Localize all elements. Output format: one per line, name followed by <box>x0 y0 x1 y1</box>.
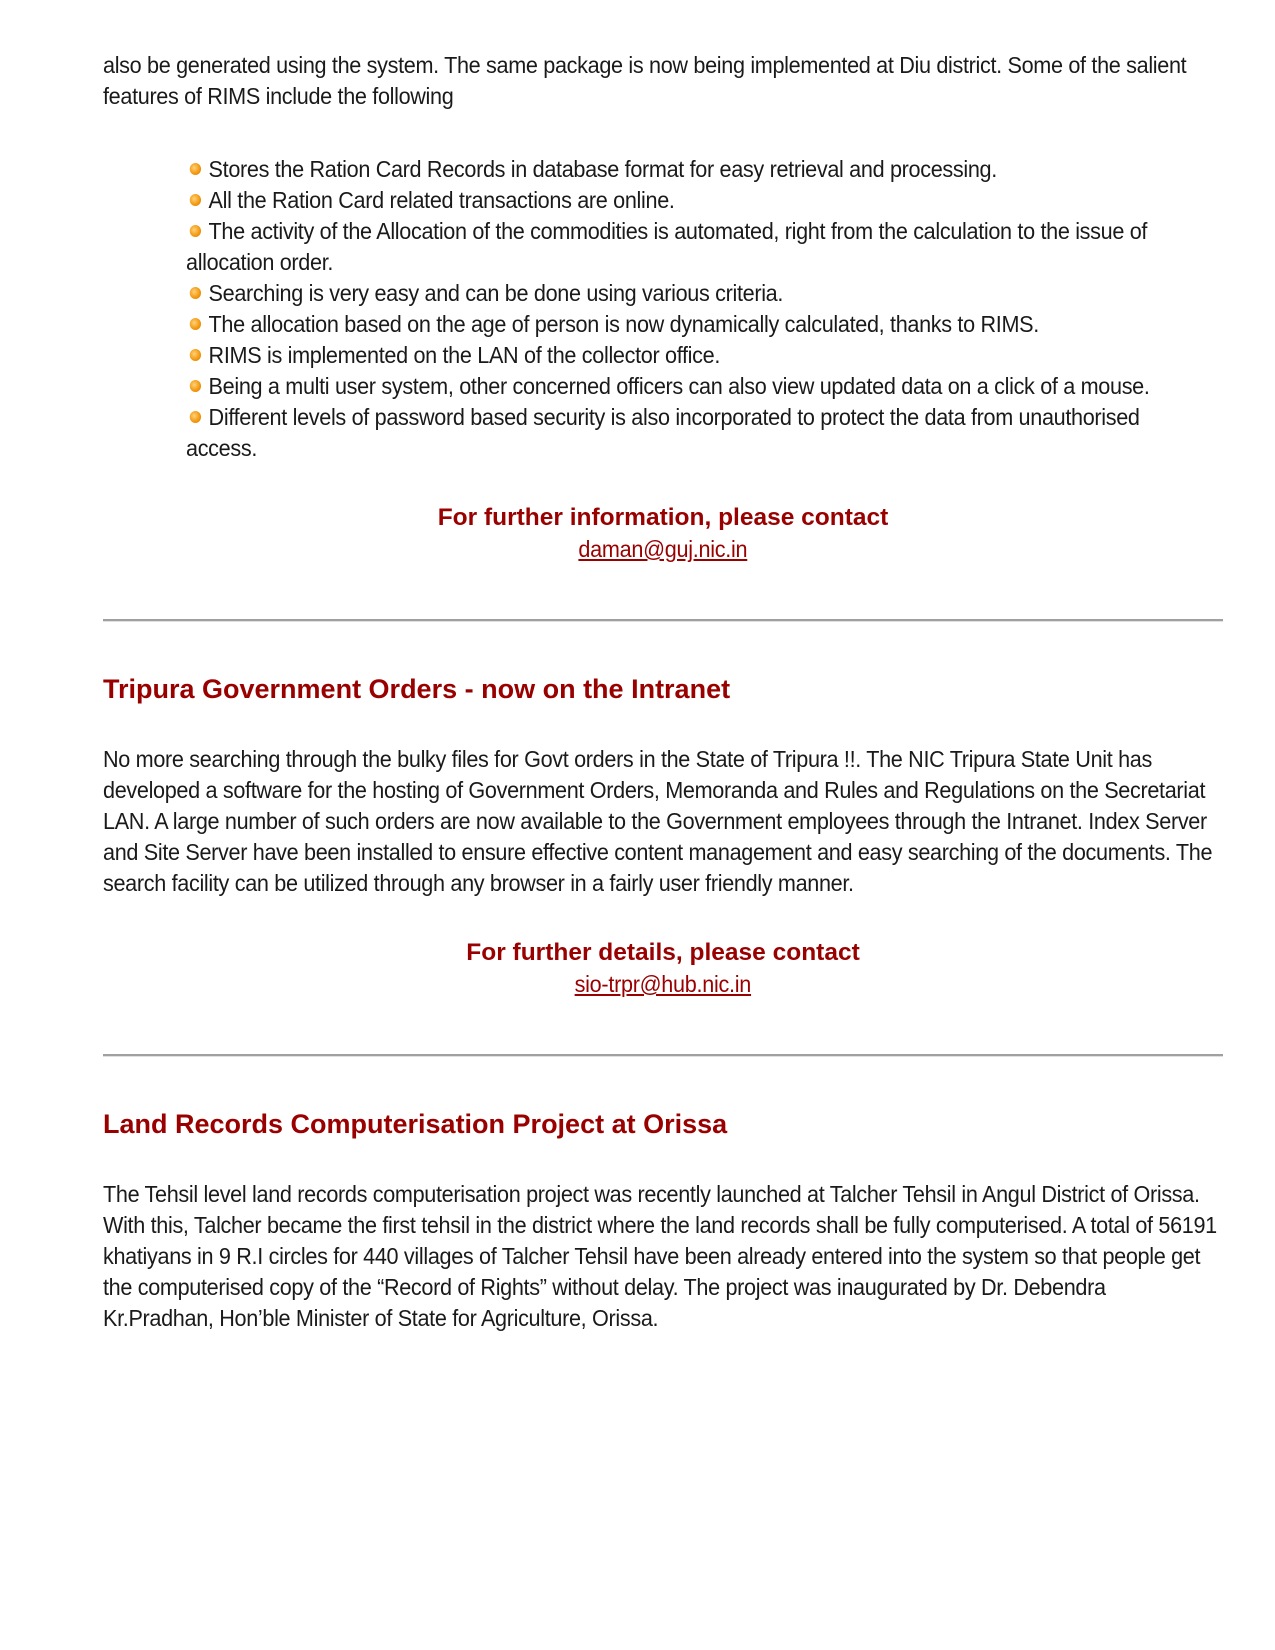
contact-block-tripura <box>103 937 1223 999</box>
list-item: All the Ration Card related transactions are online. <box>186 185 1164 216</box>
intro-paragraph: also be generated using the system. The same package is now being implemented at Diu district. Some of the salient features of RIMS include the following <box>103 52 1187 109</box>
section-heading-tripura: Tripura Government Orders - now on the Intranet <box>103 674 731 704</box>
orange-dot-icon <box>190 163 201 175</box>
orissa-paragraph: The Tehsil level land records computerisation project was recently launched at Talcher Tehsil in Angul District of Orissa. With this, Talcher became the first tehsil in the district where the land records shall be fully computerised. A total of 56191 khatiyans in 9 R.I circles for 440 villages of Talcher Tehsil have been already entered into the system so that people get the computerised copy of the “Record of Rights” without delay. The project was inaugurated by Dr. Debendra Kr.Pradhan, Hon’ble Minister of State for Agriculture, Orissa. <box>103 1181 1217 1331</box>
list-item: Being a multi user system, other concerned officers can also view updated data on a click of a mouse. <box>186 371 1164 402</box>
list-item: The allocation based on the age of person is now dynamically calculated, thanks to RIMS. <box>186 309 1164 340</box>
orange-dot-icon <box>190 380 201 392</box>
document-page <box>103 50 1223 1334</box>
list-item: Different levels of password based security is also incorporated to protect the data from unauthorised access. <box>186 404 1140 461</box>
orange-dot-icon <box>190 287 201 299</box>
contact-email-link[interactable]: sio-trpr@hub.nic.in <box>574 971 752 997</box>
list-item: RIMS is implemented on the LAN of the collector office. <box>186 340 1164 371</box>
contact-block-daman <box>103 502 1223 564</box>
contact-email-link[interactable]: daman@guj.nic.in <box>578 536 748 562</box>
section-divider <box>103 1054 1223 1057</box>
section-heading-orissa: Land Records Computerisation Project at Orissa <box>103 1109 728 1139</box>
orange-dot-icon <box>190 194 201 206</box>
orange-dot-icon <box>190 349 201 361</box>
contact-title: For further details, please contact <box>466 939 860 966</box>
list-item: Searching is very easy and can be done using various criteria. <box>186 278 1164 309</box>
orange-dot-icon <box>190 225 201 237</box>
orange-dot-icon <box>190 411 201 423</box>
contact-title: For further information, please contact <box>437 504 889 531</box>
rims-features-list <box>186 154 1166 464</box>
orange-dot-icon <box>190 318 201 330</box>
tripura-paragraph: No more searching through the bulky files for Govt orders in the State of Tripura !!. The NIC Tripura State Unit has developed a software for the hosting of Government Orders, Memoranda and Rules and Regulations on the Secretariat LAN. A large number of such orders are now available to the Government employees through the Intranet. Index Server and Site Server have been installed to ensure effective content management and easy searching of the documents. The search facility can be utilized through any browser in a fairly user friendly manner. <box>103 746 1213 896</box>
section-divider <box>103 619 1223 622</box>
list-item: The activity of the Allocation of the commodities is automated, right from the calculation to the issue of allocation order. <box>186 218 1148 275</box>
list-item: Stores the Ration Card Records in database format for easy retrieval and processing. <box>186 154 1164 185</box>
